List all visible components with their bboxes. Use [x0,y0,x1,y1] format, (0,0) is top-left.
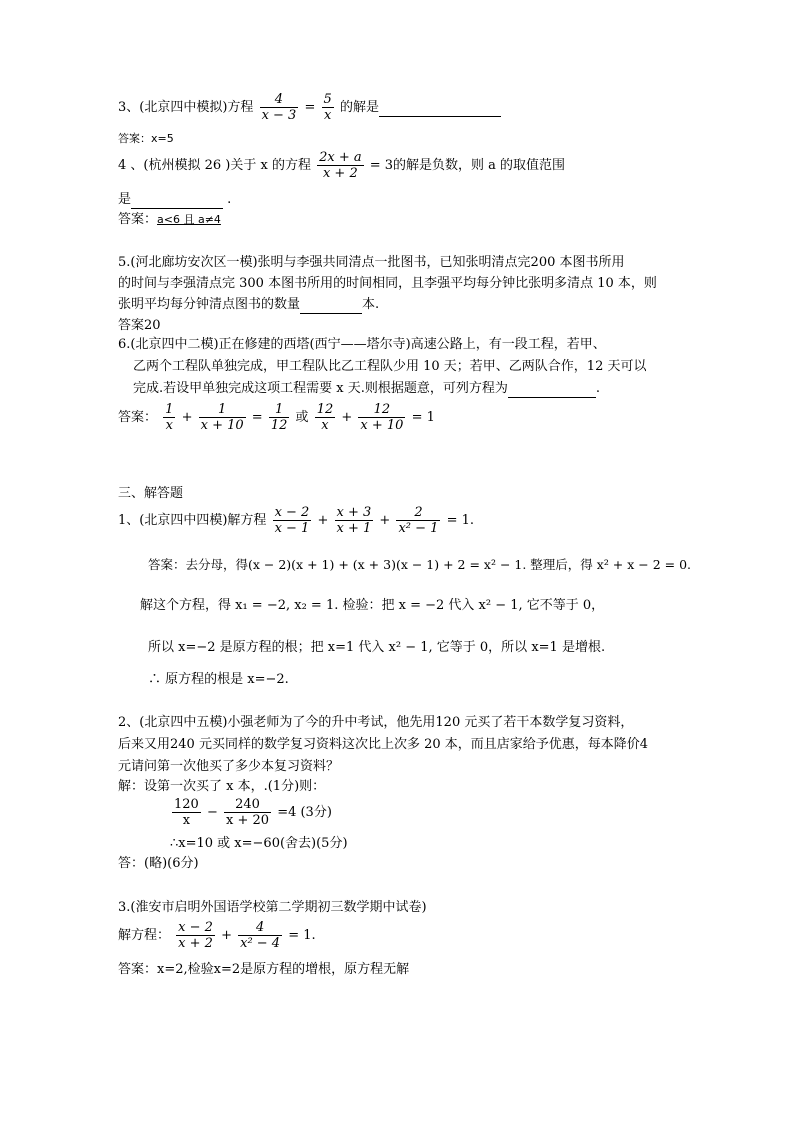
problem-4: 4 、(杭州模拟 26 )关于 x 的方程 $\frac{2x + a}{x + 2}$ = 3的解是负数，则 a 的取值范围 [118,150,566,181]
question-1-answer-line4: ∴ 原方程的根是 x=−2. [148,672,289,687]
question-2-equation: $\frac{120}{x}$ − $\frac{240}{x + 20}$ =4 (3分) [174,797,332,828]
fraction: $\frac{x + 3}{x + 1}$ [336,505,372,536]
question-2-line3: 元请问第一次他买了多少本复习资料？ [118,759,340,774]
fraction: $\frac{240}{x + 20}$ [226,797,270,828]
question-1-answer-line1: 答案：去分母，得(x − 2)(x + 1) + (x + 3)(x − 1) + 2 = x² − 1. 整理后，得 x² + x − 2 = 0. [148,557,692,572]
question-2-line2: 后来又用240 元买同样的数学复习资料这次比上次多 20 本，而且店家给予优惠，每本降价4 [118,737,649,752]
answer-3: 答案：x=5 [118,132,174,145]
problem-5-line3: 张明平均每分钟清点图书的数量 本. [118,297,380,312]
fraction: $\frac{4}{x - 3}$ [261,92,297,123]
fraction: $\frac{2}{\text{x² − 1}}$ [398,505,439,536]
fraction: $\frac{1}{x}$ [165,402,174,433]
problem-4-line2: 是 . [118,192,232,207]
problem-3: 3、(北京四中模拟)方程 $\frac{4}{x - 3}$ = $\frac{5}{x}$ 的解是 [118,92,501,123]
question-3-answer: 答案：x=2,检验x=2是原方程的增根，原方程无解 [118,962,410,977]
problem-6-line2: 乙两个工程队单独完成，甲工程队比乙工程队少用 10 天；若甲、乙两队合作，12 天可以 [133,359,647,374]
answer-4: 答案：a<6 且 a≠4 [118,212,221,227]
answer-blank [300,297,362,314]
problem-5-line1: 5.(河北廊坊安次区一模)张明与李强共同清点一批图书，已知张明清点完200 本图书所用 [118,255,625,270]
fraction: $\frac{5}{x}$ [323,92,332,123]
fraction: $\frac{2x + a}{x + 2}$ [319,150,362,181]
fraction: $\frac{120}{x}$ [174,797,199,828]
question-3-equation: 解方程： $\frac{x - 2}{x + 2}$ + $\frac{4}{\text{x² − 4}}$ = 1. [118,920,316,951]
fraction: $\frac{x - 2}{x - 1}$ [274,505,310,536]
question-2-line1: 2、(北京四中五模)小强老师为了今的升中考试，他先用120 元买了若干本数学复习资料， [118,715,634,730]
question-2-line6: ∴x=10 或 x=−60(舍去)(5分) [170,836,348,851]
question-1-answer-line3: 所以 x=−2 是原方程的根；把 x=1 代入 x² − 1, 它等于 0，所以 x=1 是增根. [148,640,606,655]
problem-3-prefix: 3、(北京四中模拟)方程 [118,100,254,115]
fraction: $\frac{x - 2}{x + 2}$ [178,920,213,951]
problem-6-line1: 6.(北京四中二模)正在修建的西塔(西宁——塔尔寺)高速公路上，有一段工程，若甲、 [118,337,606,352]
answer-blank [379,100,501,117]
problem-5-line2: 的时间与李强清点完 300 本图书所用的时间相同，且李强平均每分钟比张明多清点 10 本，则 [118,276,657,291]
fraction: $\frac{12}{x}$ [316,402,334,433]
question-2-line4: 解：设第一次买了 x 本，.(1分)则： [118,779,326,794]
fraction: $\frac{4}{\text{x² − 4}}$ [240,920,281,951]
answer-5: 答案20 [118,318,161,333]
fraction: $\frac{12}{x + 10}$ [360,402,404,433]
question-1-answer-line2: 解这个方程，得 x₁ = −2, x₂ = 1. 检验：把 x = −2 代入 x² − 1, 它不等于 0， [140,598,605,613]
problem-6-line3: 完成.若设甲单独完成这项工程需要 x 天.则根据题意，可列方程为 . [133,381,601,396]
fraction: $\frac{1}{12}$ [270,402,288,433]
question-2-line7: 答：(略)(6分) [118,856,199,871]
answer-blank [131,192,223,209]
answer-6: 答案： $\frac{1}{x}$ + $\frac{1}{x + 10}$ = $\frac{1}{12}$ 或 $\frac{12}{x}$ + $\frac{12}{x + 10}$ = 1 [118,402,435,433]
question-1: 1、(北京四中四模)解方程 $\frac{x - 2}{x - 1}$ + $\frac{x + 3}{x + 1}$ + $\frac{2}{\text{x² − 1}}$ = 1. [118,505,475,536]
section-heading: 三、解答题 [118,486,184,501]
fraction: $\frac{1}{x + 10}$ [200,402,244,433]
question-3-line1: 3.(淮安市启明外国语学校第二学期初三数学期中试卷) [118,900,427,915]
answer-blank [508,381,596,398]
